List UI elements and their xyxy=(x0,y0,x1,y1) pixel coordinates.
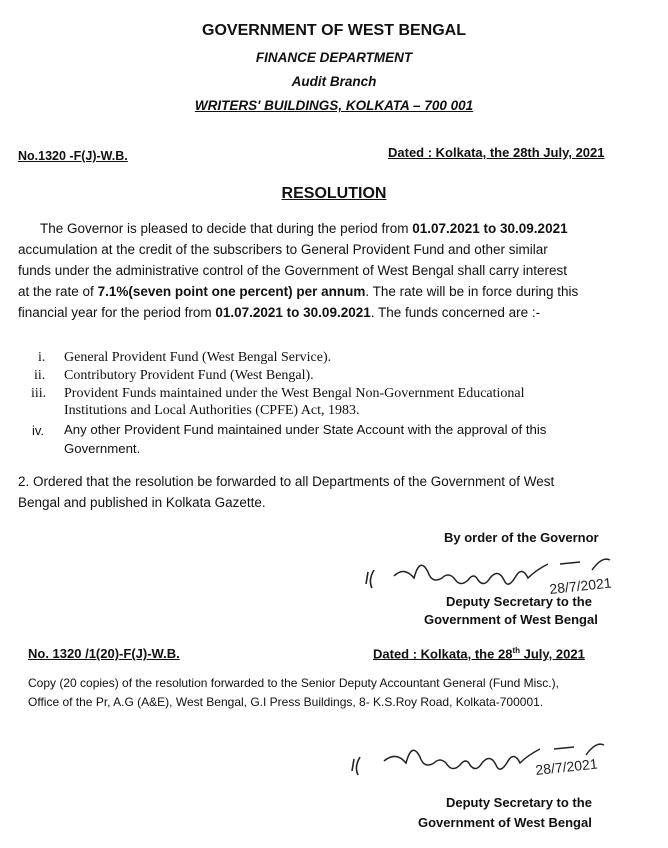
by-order-line: By order of the Governor xyxy=(444,530,599,545)
period-dates: 01.07.2021 to 30.09.2021 xyxy=(412,221,568,236)
handwritten-date: 28/7/2021 xyxy=(534,755,599,778)
list-number: i. xyxy=(38,350,46,365)
government-title: GOVERNMENT OF WEST BENGAL xyxy=(202,22,466,39)
list-number: ii. xyxy=(34,368,46,383)
signatory-designation: Deputy Secretary to the xyxy=(446,795,592,810)
para-text: . The funds concerned are :- xyxy=(370,305,541,320)
copy-line: Office of the Pr, A.G (A&E), West Bengal, G.I Press Buildings, 8- K.S.Roy Road, Kolkata-700001. xyxy=(28,695,544,709)
para-text: at the rate of xyxy=(18,284,98,299)
para-text: . The rate will be in force during this xyxy=(365,284,579,299)
order-paragraph: 2. Ordered that the resolution be forwarded to all Departments of the Government of West xyxy=(18,474,555,489)
signatory-government: Government of West Bengal xyxy=(424,612,598,627)
order-paragraph: Bengal and published in Kolkata Gazette. xyxy=(18,495,266,510)
signatory-government: Government of West Bengal xyxy=(418,815,592,830)
handwritten-date: 28/7/2021 xyxy=(548,574,613,597)
office-address: WRITERS' BUILDINGS, KOLKATA – 700 001 xyxy=(194,98,474,113)
para-text: The Governor is pleased to decide that during the period from xyxy=(40,221,413,236)
para-text: funds under the administrative control of the Government of West Bengal shall carry interest xyxy=(18,263,568,278)
list-item: Any other Provident Fund maintained under State Account with the approval of this xyxy=(64,422,547,437)
list-item: Provident Funds maintained under the West Bengal Non-Government Educational xyxy=(64,386,525,401)
copy-line: Copy (20 copies) of the resolution forwarded to the Senior Deputy Accountant General (Fund Misc.), xyxy=(28,676,559,690)
signature-1 xyxy=(360,550,660,620)
resolution-paragraph xyxy=(18,218,658,323)
list-item: General Provident Fund (West Bengal Service). xyxy=(64,350,332,365)
order-number: No.1320 -F(J)-W.B. xyxy=(18,149,128,163)
para-text: accumulation at the credit of the subscribers to General Provident Fund and other similar xyxy=(18,242,548,257)
memo-date-sup: th xyxy=(512,646,520,655)
order-date: Dated : Kolkata, the 28th July, 2021 xyxy=(388,145,605,160)
department-name: FINANCE DEPARTMENT xyxy=(255,50,413,65)
list-item: Government. xyxy=(64,441,141,456)
branch-name: Audit Branch xyxy=(291,74,377,89)
memo-date-text: July, 2021 xyxy=(520,646,585,662)
memo-date-text: Dated : Kolkata, the 28 xyxy=(373,646,513,662)
interest-rate: 7.1%(seven point one percent) per annum xyxy=(97,284,366,299)
memo-number: No. 1320 /1(20)-F(J)-W.B. xyxy=(28,646,180,661)
list-number: iii. xyxy=(31,386,47,401)
period-dates: 01.07.2021 to 30.09.2021 xyxy=(215,305,371,320)
signatory-designation: Deputy Secretary to the xyxy=(446,594,592,609)
resolution-title: RESOLUTION xyxy=(281,185,387,202)
list-number: iv. xyxy=(32,423,45,438)
memo-date xyxy=(373,646,585,661)
list-item: Institutions and Local Authorities (CPFE) Act, 1983. xyxy=(64,403,360,418)
para-text: financial year for the period from xyxy=(18,305,216,320)
list-item: Contributory Provident Fund (West Bengal). xyxy=(64,368,314,383)
